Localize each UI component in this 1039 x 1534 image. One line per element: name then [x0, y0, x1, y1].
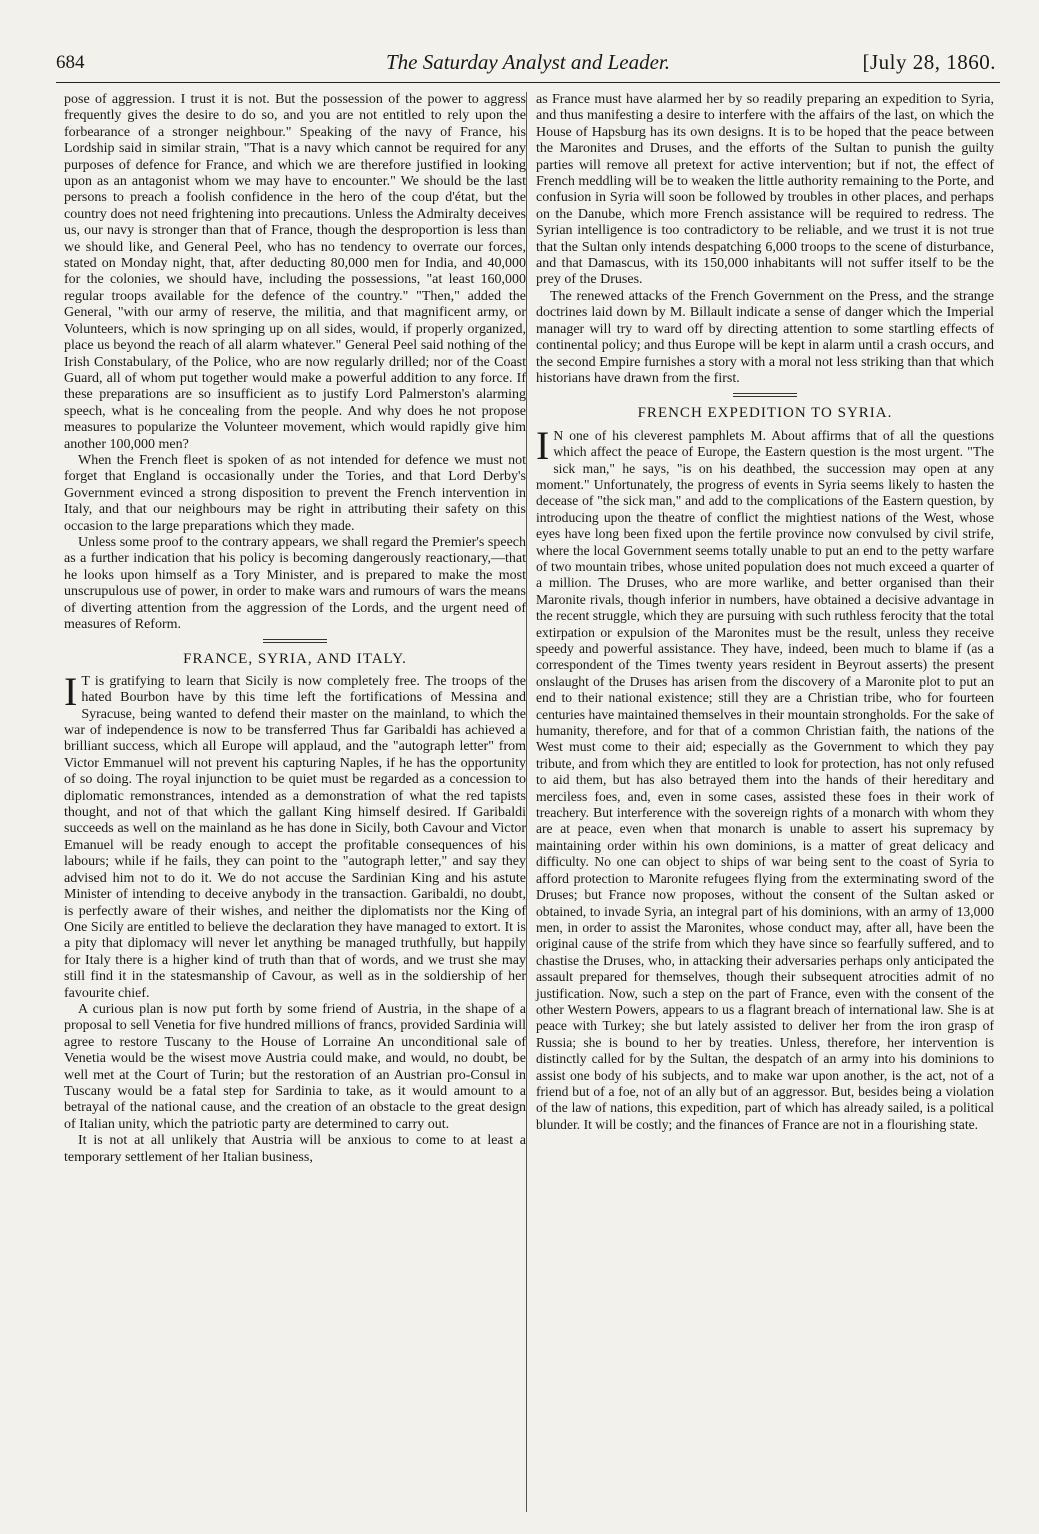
right-paragraph-3-text: N one of his cleverest pamphlets M. About affirms that of all the questions which affect the peace of Europe, the Eastern question is the most urgent. "The sick man," he says, "is on his deathbed, the succession may open at any moment." Unfortunately, the progress of events in Syria seems likely to hasten the decease of "the sick man," and add to the complications of the Eastern question, by introducing upon the theatre of conflict the mightiest nations of the West, whose eyes have long been fixed upon the fertile province now convulsed by civil strife, where the local Government seems totally unable to put an end to the petty warfare of two mountain tribes, whose united population does not much exceed a quarter of a million. The Druses, who are more warlike, and better organised than their Maronite rivals, though inferior in numbers, have obtained a decisive advantage in the recent struggle, which they are pursuing with such ruthless ferocity that the total extirpation or expulsion of the Maronites must be the result, unless they receive speedy and powerful assistance. They have, indeed, been much to blame if (as a correspondent of the Times twenty years resident in Beyrout asserts) the present onslaught of the Druses has arisen from the discovery of a Maronite plot to put an end to their national existence; still they are a Christian tribe, who for fourteen centuries have maintained themselves in their mountain strongholds. For the sake of humanity, therefore, and for that of a common Christian faith, the nations of the West must come to their aid; especially as the Government to which they pay tribute, and from which they are entitled to look for protection, has not only refused to aid them, but has also betrayed them into the hands of their hereditary and merciless foes, and, even in some cases, assisted these foes in their work of treachery. But interference with the sovereign rights of a monarch with whom they are at peace, even when that monarch is unable to assert his supremacy by maintaining order within his own dominions, is a matter of great delicacy and difficulty. No one can object to ships of war being sent to the coast of Syria to afford protection to Maronite refugees flying from the exterminating sword of the Druses; but France now proposes, without the consent of the Sultan asked or obtained, to invade Syria, an integral part of his dominions, with an army of 13,000 men, in order to assist the Maronites, whose conduct may, after all, have been the original cause of the strife from which they have since so fearfully suffered, and to chastise the Druses, who, in attacking their adversaries perhaps only anticipated the assault prepared for themselves, though their subsequent atrocities admit of no justification. Now, such a step on the part of France, even with the consent of the other Western Powers, appears to us a flagrant breach of international law. She is at peace with Turkey; she but lately assisted to deliver her from the iron grasp of Russia; she is bound to her by treaties. Unless, therefore, her intervention is distinctly called for by the Sultan, the despatch of an army into his dominions to assist one body of his subjects, and to make war upon another, is the act, not of a friend but of a foe, not of an ally but of an aggressor. But, besides being a violation of the law of nations, this expedition, part of which has already sailed, is a political blunder. It will be costly; and the finances of France are not in a flourishing state.	[536, 427, 994, 1132]
page-header	[56, 50, 1000, 83]
left-paragraph-5: A curious plan is now put forth by some friend of Austria, in the shape of a proposal to sell Venetia for five hundred millions of francs, provided Sardinia will agree to restore Tuscany to the House of Lorraine An unconditional sale of Venetia would be the wisest move Austria could make, and would, no doubt, be well met at the Court of Turin; but the restoration of an Austrian pro-Consul in Tuscany would be a fatal step for Sardinia to take, as it would amount to a betrayal of the national cause, and the creation of an obstacle to the great design of Italian unity, which the patriotic party are determined to carry out.	[64, 1001, 526, 1132]
drop-cap: I	[64, 668, 78, 714]
right-paragraph-2: The renewed attacks of the French Government on the Press, and the strange doctrines laid down by M. Billault indicate a sense of danger which the Imperial manager will try to ward off by directing attention to some startling effects of continental policy; and thus Europe will be kept in alarm until a crash occurs, and the second Empire furnishes a story with a moral not less striking than that which historians have drawn from the first.	[536, 288, 994, 386]
section-rule	[733, 393, 797, 397]
left-paragraph-6: It is not at all unlikely that Austria will be anxious to come to at least a temporary settlement of her Italian business,	[64, 1133, 526, 1165]
issue-date: [July 28, 1860.	[862, 50, 996, 74]
right-paragraph-1: as France must have alarmed her by so readily preparing an expedition to Syria, and thus manifesting a desire to interfere with the affairs of the last, on which the House of Hapsburg has its own designs. It is to be hoped that the peace between the Maronites and Druses, and the efforts of the Sultan to punish the guilty parties will remove all pretext for active intervention; but if not, the effect of French meddling will be to weaken the little authority remaining to the Porte, and confusion in Syria will soon be followed by troubles in other places, and perhaps on the Danube, which more French assistance will be required to redress. The Syrian intelligence is too contradictory to be reliable, and we trust it is not true that the Sultan only intends despatching 6,000 troops to the scene of disturbance, and that Damascus, with its 150,000 inhabitants will not suffer itself to be the prey of the Druses.	[536, 92, 994, 288]
right-paragraph-3	[536, 422, 994, 1133]
article-heading-france-syria-italy: FRANCE, SYRIA, AND ITALY.	[183, 651, 407, 668]
left-column	[64, 92, 526, 1166]
left-paragraph-4	[64, 668, 526, 1002]
left-paragraph-1: pose of aggression. I trust it is not. But the possession of the power to aggress frequently gives the desire to do so, and you are not entitled to rely upon the forbearance of a stronger neighbour." Speaking of the navy of France, his Lordship said in similar strain, "That is a navy which cannot be required for any purposes of defence for France, and which we are therefore justified in looking upon as an antagonist whom we may have to encounter." We should be the last persons to preach a foolish confidence in the hero of the coup d'état, but the country does not need frightening into precautions. Unless the Admiralty deceives us, our navy is stronger than that of France, though the desproportion is less than we should like, and General Peel, who has no tendency to overrate our forces, stated on Monday night, that, after deducting 80,000 men for India, and 40,000 for the colonies, we should have, including the possessions, "at least 160,000 regular troops available for the defence of the country." "Then," added the General, "with our army of reserve, the militia, and that magnificent army, or Volunteers, which is now springing up on all sides, would, if properly organized, place us beyond the reach of all alarm whatever." General Peel said nothing of the Irish Constabulary, of the Police, who are now regularly drilled; nor of the Coast Guard, all of whom put together would make a powerful addition to any force. If these preparations are so insufficient as to justify Lord Palmerston's alarming speech, what is he concealing from the people. And why does he not propose measures to popularize the Volunteer movement, which would rapidly give him another 100,000 men?	[64, 92, 526, 452]
left-paragraph-2: When the French fleet is spoken of as not intended for defence we must not forget that England is occasionally under the Tories, and that Lord Derby's Government evinced a strong disposition to prevent the French intervention in Italy, and that our neighbours may be right in attributing their safety on this occasion to the large preparations which they made.	[64, 452, 526, 534]
column-divider	[526, 92, 527, 1512]
publication-title: The Saturday Analyst and Leader.	[385, 50, 671, 74]
left-paragraph-3: Unless some proof to the contrary appears, we shall regard the Premier's speech as a further indication that his policy is becoming dangerously reactionary,—that he looks upon himself as a Tory Minister, and is prepared to make the most unscrupulous use of power, in order to make wars and rumours of wars the means of diverting attention from the aggression of the Lords, and the urgent need of measures of Reform.	[64, 534, 526, 632]
page-number: 684	[56, 52, 85, 73]
drop-cap: I	[536, 422, 550, 468]
section-rule	[263, 639, 327, 643]
right-column	[536, 92, 994, 1133]
left-paragraph-4-text: T is gratifying to learn that Sicily is now completely free. The troops of the hated Bourbon have by this time left the fortifications of Messina and Syracuse, being wanted to defend their master on the mainland, to which the war of independence is now to be transferred Thus far Garibaldi has achieved a brilliant success, which all Europe will applaud, and the "autograph letter" from Victor Emmanuel will not prevent his capturing Naples, if he has the opportunity of so doing. The royal injunction to be quiet must be regarded as a concession to diplomatic remonstrances, intended as a demonstration of what the red tapists thought, and not of that which the gallant King himself desired. If Garibaldi succeeds as well on the mainland as he has done in Sicily, both Cavour and Victor Emanuel will be ready enough to accept the profitable consequences of his labours; while if he fails, they can point to the "autograph letter," and say they advised him not to do it. We do not accuse the Sardinian King and his astute Minister of intending to deceive anybody in the transaction. Garibaldi, no doubt, is perfectly aware of their wishes, and neither the diplomatists nor the King of One Sicily are entitled to believe the declaration they have managed to extort. It is a pity that diplomacy will never let anything be managed truthfully, but happily for Italy there is a higher kind of truth than that of words, and we trust she may still find it in the statesmanship of Cavour, as well as in the soldiership of her favourite chief.	[64, 673, 526, 1001]
article-heading-french-expedition: FRENCH EXPEDITION TO SYRIA.	[637, 405, 893, 422]
